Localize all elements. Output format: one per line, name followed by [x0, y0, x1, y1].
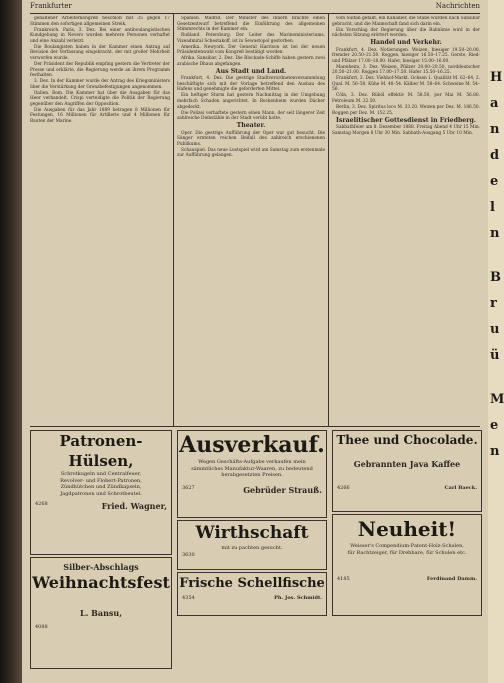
ads-rule — [30, 426, 480, 427]
edge-char: r — [490, 296, 497, 311]
edge-char: n — [490, 122, 500, 137]
col2-paragraph: Ein heftiger Sturm hat gestern Nachmittag in der Umgebung mehrfach Schaden angerichtet. In Bockenheim wurden Dächer abgedeckt. — [177, 93, 325, 110]
ad-patronen-line: Schrotkugeln und Centralfeuer, — [60, 471, 142, 477]
ad-schellfische-number: 4354 — [182, 595, 195, 601]
col1-paragraph: gehaltener Arbeiterkongreß beschloß mit 35 gegen 17 Stimmen den sofortigen allgemeinen Streik. — [30, 16, 170, 27]
ad-wirthschaft-line: mit zu pachten gesucht. — [221, 545, 283, 551]
section-heading-theater: Theater. — [236, 122, 266, 130]
ad-neuheit-number: 4185 — [337, 576, 350, 582]
ad-thee-dealer: Carl Baeck. — [444, 485, 477, 491]
ad-weihnachtsfest — [30, 557, 172, 669]
edge-char: B — [490, 270, 501, 285]
ad-patronen-number: 4268 — [35, 501, 48, 507]
col3-paragraph: vom Sultan gefällt, ein Kanadier, die Stabe wurden nach Sansibar gebracht, und die Mannschaft fand sich darin ein. — [332, 16, 480, 27]
edge-char: ü — [490, 348, 500, 363]
col2-paragraph: Die Polizei verhaftete gestern einen Mann, der seit längerer Zeit zahlreiche Diebstähle in der Stadt verübt hatte. — [177, 110, 325, 122]
ad-patronen-line: Zündhütchen und Zündkapseln, — [60, 484, 142, 490]
column-rule-2 — [328, 14, 329, 426]
edge-char: l — [490, 200, 495, 215]
ad-patronen-dealer: Fried. Wagner, — [101, 501, 167, 511]
ad-ausverkauf-title: Ausverkauf. — [179, 432, 325, 458]
header-rule — [30, 13, 480, 14]
ad-neuheit-title: Neuheit! — [357, 517, 457, 541]
ad-weihnachts-number: 4088 — [35, 624, 48, 630]
col2-paragraph: Spanien. Madrid. Der Minister des Innern brachte einen Gesetzentwurf betreffend die Einführung des allgemeinen Stimmrechts in der Kammer ein. — [177, 16, 325, 33]
section-heading-gottesdienst: Israelitischer Gottesdienst in Friedberg. — [336, 116, 476, 124]
col3-paragraph: Frankfurt, 3. Dez. Viehhof-Markt. Ochsen 1. Qualität M. 62–64, 2. Qual. M. 56–58. Kühe M. 48–54. Kälber M. 58–64. Schweine M. 54–56. — [332, 76, 480, 93]
col1-paragraph: Frankreich. Paris, 3. Dez. Bei einer antiboulangistischen Kundgebung in Nevers wurden mehrere Personen verhaftet und eine Anzahl verletzt. — [30, 27, 170, 44]
edge-char: u — [490, 322, 500, 337]
edge-char: n — [490, 444, 500, 459]
section-heading-stadt: Aus Stadt und Land. — [215, 67, 287, 75]
ad-thee-number: 4266 — [337, 485, 350, 491]
ad-neuheit — [332, 514, 482, 616]
column-1 — [30, 16, 170, 424]
ad-neuheit-line: Weisser's Compendium-Patent-Holz-Schalen, — [350, 543, 464, 549]
ad-thee-title: Thee und Chocolade. — [336, 433, 478, 447]
col2-paragraph: Oper. Die gestrige Aufführung der Oper war gut besucht. Die Sänger ernteten reichen Beifall des zahlreich erschienenen Publikums. — [177, 130, 325, 147]
column-rule-1 — [173, 14, 174, 426]
edge-char: e — [490, 418, 499, 433]
ad-neuheit-dealer: Ferdinand Damm. — [426, 576, 477, 582]
ad-ausverkauf-number: 3627 — [182, 484, 195, 491]
ad-patronen-title: Patronen-Hülsen, — [59, 432, 143, 470]
next-page-edge — [488, 0, 504, 683]
col3-paragraph: Sabbathfeier am 8. Dezember 1888. Freitag Abend 4 Uhr 15 Min. Samstag Morgen 8 Uhr 30 Min. Sabbath-Ausgang 5 Uhr 10 Min. — [332, 125, 480, 136]
ad-wirthschaft-title: Wirthschaft — [195, 523, 309, 543]
ad-neuheit-line: für Rachtzeiger, für Drehbare, für Schulen etc. — [347, 549, 467, 556]
col1-paragraph: Die Ausgaben für das Jahr 1889 betragen 8 Millionen für Festungen, 16 Millionen für Artillerie und 4 Millionen für Bauten der Marine. — [30, 107, 170, 125]
col1-paragraph: 3. Dez. In der Kammer wurde der Antrag des Kriegsministers über die Verstärkung der Grenzbefestigungen angenommen. — [30, 79, 170, 90]
edge-char: M — [490, 392, 504, 407]
edge-char: e — [490, 174, 499, 189]
newspaper-page — [22, 0, 488, 683]
ad-weihnachts-sub: Silber-Abschlags — [63, 562, 139, 572]
col3-paragraph: Frankfurt, 4. Dez. Notierungen. Weizen, hiesiger 19.50–20.00, fremder 20.50–21.50. Roggen, hiesiger 16.50–17.25. Gerste, Ried- und Pfälzer 17.00–18.00. Hafer, hiesiger 15.00–16.00. — [332, 47, 480, 64]
ad-patronen-line: Revolver- und Flobert-Patronen, — [60, 477, 142, 484]
col1-paragraph: Italien. Rom. Die Kammer hat über die Ausgaben für das Heer verhandelt. Crispi verteidigte die Politik der Regierung gegenüber den Angriffen der Opposition. — [30, 90, 170, 107]
section-heading-handel: Handel und Verkehr. — [370, 39, 442, 47]
page-header — [30, 2, 480, 13]
ad-schellfische-title: Frische Schellfische — [179, 576, 325, 591]
col1-paragraph: Die Boulangisten haben in der Kammer einen Antrag auf Revision der Verfassung eingebracht, der mit großer Mehrheit verworfen wurde. — [30, 44, 170, 61]
col3-paragraph: Cöln, 3. Dez. Rüböl effektiv M. 58.50, per Mai M. 56.80. Petroleum M. 22.50. — [332, 93, 480, 105]
ad-weihnachts-dealer: L. Bansu, — [79, 608, 123, 618]
col2-paragraph: Frankfurt, 4. Dez. Die gestrige Stadtverordnetenversammlung beschäftigte sich mit der Vorlage betreffend den Ausbau des Hafens und genehmigte die geforderten Mittel. — [177, 76, 325, 93]
col2-paragraph: Schauspiel. Das neue Lustspiel wird am Samstag zum erstenmale zur Aufführung gelangen. — [177, 147, 325, 159]
ad-schellfische-dealer: Ph. Jos. Schmidt. — [274, 595, 322, 601]
col2-paragraph: Amerika. Newyork. Der General Harrison ist bei der neuen Präsidentenwahl vom Kongreß bestätigt worden. — [177, 44, 325, 56]
edge-char: H — [490, 70, 503, 85]
col3-paragraph: Ein Vorschlag der Regierung über die Bahnlinie wird in der nächsten Sitzung erörtert werden. — [332, 27, 480, 39]
ad-ausverkauf — [177, 430, 327, 518]
column-3 — [332, 16, 480, 424]
ad-schellfische — [177, 572, 327, 616]
header-left: Frankfurter — [30, 2, 72, 10]
ad-thee-line: Gebrannten Java Kaffee — [353, 459, 461, 469]
col2-paragraph: Afrika. Sansibar, 2. Dez. Die Blockade-Schiffe haben gestern zwei arabische Dhaus abgefangen. — [177, 56, 325, 67]
ad-wirthschaft — [177, 520, 327, 570]
edge-char: n — [490, 226, 500, 241]
ad-ausverkauf-dealer: Gebrüder Strauß. — [243, 484, 322, 495]
ad-thee-chocolade — [332, 430, 482, 512]
header-right: Nachrichten — [435, 2, 480, 10]
ad-ausverkauf-line: Wegen Geschäfts-Aufgabe verkaufen mein sämmtliches Manufaktur-Waaren, zu bedeutend herabgesetzten Preisen. — [191, 459, 313, 478]
col2-paragraph: Rußland. Petersburg. Der Leiter des Marineministeriums, Vizeadmiral Schestakoff, ist in Sewastopol gestorben. — [177, 33, 325, 44]
col1-paragraph: Der Präsident der Republik empfing gestern die Vertreter der Presse und erklärte, die Regierung werde an ihrem Programm festhalten. — [30, 61, 170, 79]
ad-patronen-line: Jagdpatronen und Schrotbeutel. — [60, 490, 142, 497]
column-2 — [177, 16, 325, 424]
ad-wirthschaft-number: 3630 — [182, 551, 195, 558]
ad-weihnachts-title: Weihnachtsfest — [32, 573, 170, 592]
book-spine — [0, 0, 22, 683]
col3-paragraph: Berlin, 3. Dez. Spiritus loco M. 33.20. Weizen per Dez. M. 186.50. Roggen per Dez. M. 152.25. — [332, 105, 480, 116]
col3-paragraph: Mannheim, 3. Dez. Weizen, Pfälzer 20.00–20.50, norddeutscher 20.50–21.00. Roggen 17.00–17.50. Hafer 15.50–16.25. — [332, 64, 480, 76]
edge-char: a — [490, 96, 499, 111]
ad-patronen-huelsen — [30, 430, 172, 555]
edge-char: d — [490, 148, 500, 163]
